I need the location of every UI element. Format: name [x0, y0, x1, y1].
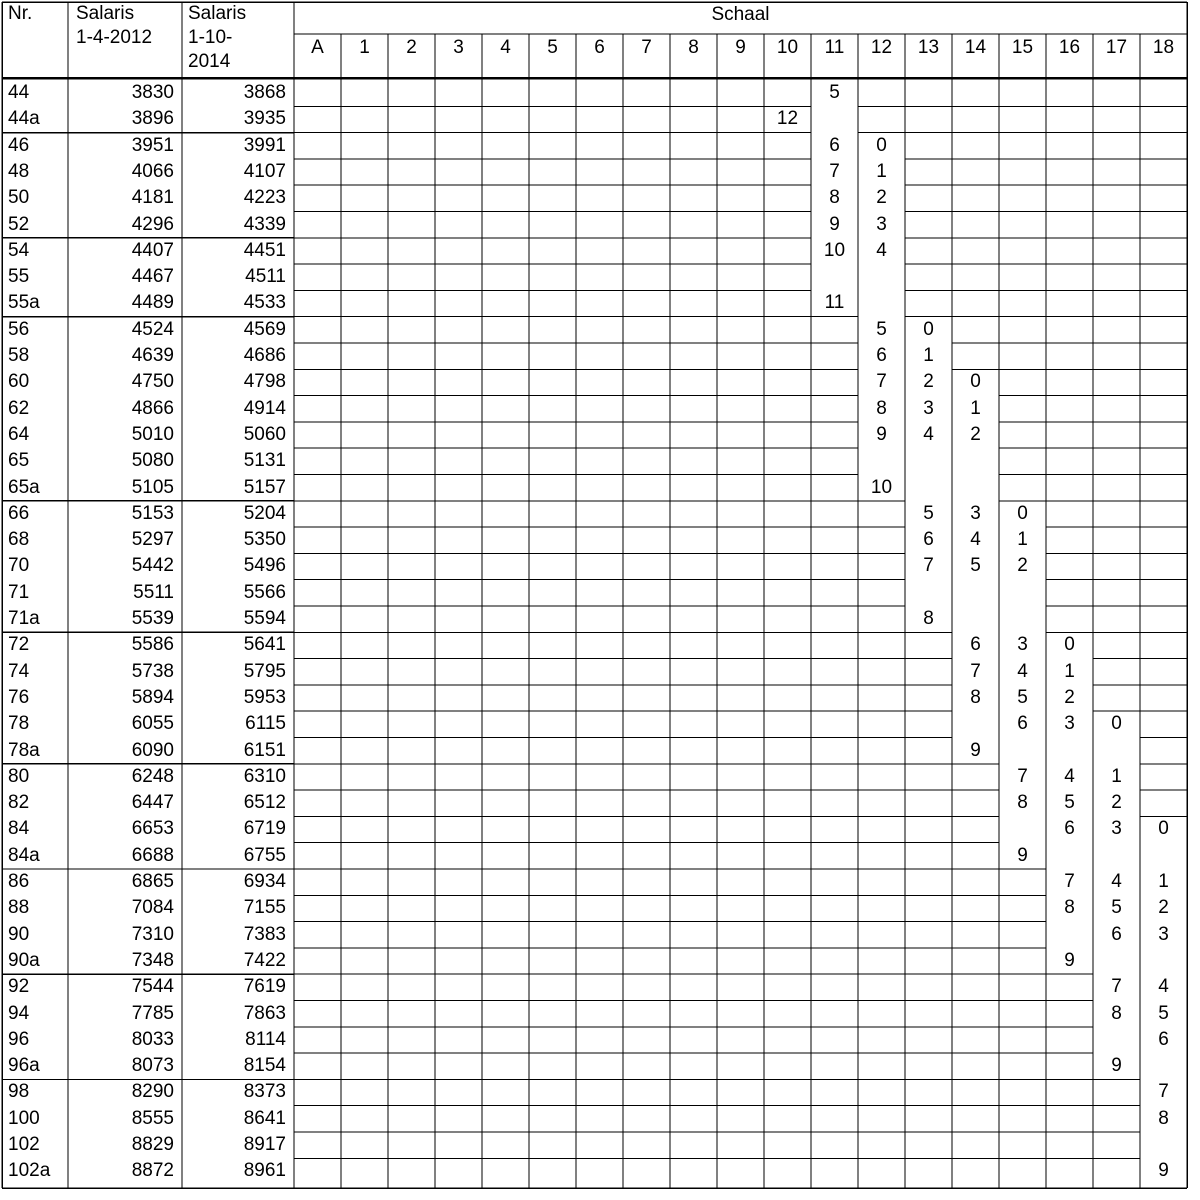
scale-step-value: 2 [1111, 792, 1122, 814]
salary-2012-value: 6865 [131, 871, 174, 892]
salary-2014-value: 6719 [243, 818, 286, 840]
scale-step-value: 1 [923, 345, 934, 366]
salary-2012-value: 4866 [131, 397, 174, 419]
scale-step-value: 9 [876, 423, 887, 445]
salary-2014-value: 8154 [243, 1055, 286, 1077]
scale-step-value: 6 [1017, 713, 1028, 735]
salary-2012-value: 5738 [131, 660, 174, 682]
salary-2012-value: 4524 [131, 318, 174, 340]
row-number: 66 [8, 502, 30, 524]
scale-header-16: 16 [1058, 37, 1081, 58]
scale-step-value: 0 [1017, 502, 1028, 524]
scale-header-14: 14 [964, 37, 987, 58]
scale-step-value: 7 [876, 371, 887, 393]
scale-header-9: 9 [735, 37, 746, 58]
salary-2014-value: 4798 [243, 371, 286, 393]
scale-header-5: 5 [547, 37, 558, 58]
salary-2012-value: 4296 [131, 213, 174, 235]
salary-2012-value: 5010 [131, 423, 174, 445]
row-number: 94 [8, 1002, 30, 1024]
row-number: 60 [8, 371, 30, 393]
scale-step-value: 6 [923, 529, 934, 551]
salary-2014-value: 8641 [243, 1107, 286, 1129]
scale-step-value: 2 [1064, 686, 1075, 708]
salary-2014-value: 3935 [243, 108, 286, 130]
row-number: 74 [8, 660, 30, 682]
scale-step-value: 9 [1111, 1055, 1122, 1077]
scale-step-value: 5 [829, 82, 840, 103]
row-number: 55 [8, 266, 30, 288]
scale-step-value: 4 [1158, 976, 1169, 998]
scale-step-value: 3 [970, 502, 981, 524]
salary-2012-value: 8290 [131, 1081, 174, 1103]
scale-step-value: 2 [1158, 897, 1169, 919]
scale-step-value: 8 [876, 397, 887, 419]
row-number: 82 [8, 792, 30, 814]
salary-2014-value: 6934 [243, 871, 286, 892]
scale-header-18: 18 [1152, 37, 1175, 58]
scale-step-value: 7 [923, 555, 934, 577]
salary-2014-value: 6151 [243, 739, 286, 761]
scale-step-value: 4 [1064, 765, 1075, 787]
salary-2014-value: 7383 [243, 923, 286, 945]
row-number: 84 [8, 818, 30, 840]
row-number: 58 [8, 345, 30, 366]
salary-2012-value: 6688 [131, 844, 174, 866]
nr-header: Nr. [8, 3, 33, 24]
scale-step-value: 2 [923, 371, 934, 393]
salary-2014-value: 4511 [245, 266, 286, 288]
scale-step-value: 3 [923, 397, 934, 419]
salary-2014-value: 5641 [243, 634, 286, 656]
scale-step-value: 8 [970, 686, 981, 708]
salary-2014-value: 5157 [243, 476, 286, 498]
salary-2014-value: 7619 [243, 976, 286, 998]
row-number: 92 [8, 976, 30, 998]
scale-header-4: 4 [500, 37, 511, 58]
salary-2012-value: 7544 [131, 976, 174, 998]
scale-step-value: 11 [824, 292, 845, 314]
scale-step-value: 8 [1158, 1107, 1169, 1129]
scale-step-value: 1 [1111, 765, 1122, 787]
scale-step-value: 10 [823, 239, 846, 261]
scale-header-7: 7 [641, 37, 652, 58]
scale-header-8: 8 [688, 37, 699, 58]
salary-2012-value: 4066 [131, 160, 174, 182]
salary-2014-value: 4569 [243, 318, 286, 340]
scale-step-value: 3 [1064, 713, 1075, 735]
row-number: 98 [8, 1081, 30, 1103]
salary-2014-value: 5350 [243, 529, 286, 551]
salary-2012-value: 8073 [131, 1055, 174, 1077]
scale-step-value: 9 [1017, 844, 1028, 866]
salary-2014-value: 8114 [245, 1028, 286, 1050]
row-number: 62 [8, 397, 30, 419]
scale-step-value: 2 [876, 187, 887, 209]
scale-step-value: 8 [1064, 897, 1075, 919]
row-number: 96a [8, 1055, 40, 1077]
salary-2014-value: 8917 [243, 1134, 286, 1155]
salary-2012-value: 5442 [131, 555, 174, 577]
salary-2012-value: 5511 [133, 581, 174, 603]
scale-step-value: 8 [1017, 792, 1028, 814]
scale-step-value: 6 [970, 634, 981, 656]
scale-step-value: 5 [1017, 686, 1028, 708]
salary-2012-value: 3951 [131, 134, 174, 156]
scale-header-2: 2 [406, 37, 417, 58]
schaal-header: Schaal [711, 4, 770, 25]
salary-2012-value: 6055 [131, 713, 174, 735]
scale-header-17: 17 [1105, 37, 1128, 58]
scale-step-value: 5 [1111, 897, 1122, 919]
scale-header-11: 11 [824, 37, 845, 58]
row-number: 71a [8, 608, 40, 629]
salary-2014-value: 6512 [243, 792, 286, 814]
scale-step-value: 7 [1158, 1081, 1169, 1103]
salary-2014-value: 6115 [245, 713, 286, 735]
salary-2012-header: 1-4-2012 [76, 27, 153, 48]
salary-2012-value: 4489 [131, 292, 174, 314]
row-number: 102 [8, 1134, 40, 1155]
salary-2014-value: 4339 [243, 213, 286, 235]
scale-step-value: 2 [1017, 555, 1028, 577]
scale-step-value: 6 [1111, 923, 1122, 945]
salary-2012-value: 5539 [131, 608, 174, 629]
row-number: 44a [8, 108, 40, 130]
scale-step-value: 4 [923, 423, 934, 445]
scale-step-value: 6 [1158, 1028, 1169, 1050]
row-number: 52 [8, 213, 30, 235]
row-number: 72 [8, 634, 30, 656]
scale-step-value: 9 [970, 739, 981, 761]
scale-step-value: 4 [970, 529, 981, 551]
scale-header-3: 3 [453, 37, 464, 58]
salary-2014-header: 2014 [188, 51, 231, 72]
row-number: 68 [8, 529, 30, 551]
salary-2014-value: 4686 [243, 345, 286, 366]
row-number: 90 [8, 923, 30, 945]
scale-step-value: 3 [876, 213, 887, 235]
row-number: 55a [8, 292, 40, 314]
salary-2012-value: 5080 [131, 450, 174, 472]
salary-2012-value: 8829 [131, 1134, 174, 1155]
salary-2012-value: 4181 [131, 187, 174, 209]
scale-step-value: 5 [923, 502, 934, 524]
salary-2012-value: 6653 [131, 818, 174, 840]
row-number: 78 [8, 713, 30, 735]
salary-2014-value: 7863 [243, 1002, 286, 1024]
salary-2014-value: 5060 [243, 423, 286, 445]
salary-2012-value: 7785 [131, 1002, 174, 1024]
scale-step-value: 7 [1064, 871, 1075, 892]
salary-2012-value: 5105 [131, 476, 174, 498]
salary-2012-value: 5297 [131, 529, 174, 551]
row-number: 96 [8, 1028, 30, 1050]
salary-2014-header: 1-10- [188, 27, 233, 48]
salary-2012-value: 8872 [131, 1160, 174, 1182]
salary-2014-value: 5496 [243, 555, 286, 577]
salary-2012-value: 6090 [131, 739, 174, 761]
salary-2014-value: 4107 [243, 160, 286, 182]
row-number: 50 [8, 187, 30, 209]
row-number: 100 [8, 1107, 40, 1129]
scale-step-value: 1 [1064, 660, 1075, 682]
row-number: 56 [8, 318, 30, 340]
scale-step-value: 4 [1017, 660, 1028, 682]
row-number: 76 [8, 686, 30, 708]
scale-step-value: 4 [1111, 871, 1122, 892]
scale-header-12: 12 [870, 37, 893, 58]
row-number: 48 [8, 160, 30, 182]
scale-step-value: 7 [1017, 765, 1028, 787]
scale-step-value: 7 [1111, 976, 1122, 998]
salary-2014-value: 8961 [243, 1160, 286, 1182]
row-number: 84a [8, 844, 40, 866]
scale-step-value: 5 [876, 318, 887, 340]
salary-2014-value: 6755 [243, 844, 286, 866]
scale-step-value: 5 [1158, 1002, 1169, 1024]
scale-step-value: 0 [1111, 713, 1122, 735]
row-number: 70 [8, 555, 30, 577]
scale-header-13: 13 [917, 37, 940, 58]
salary-2012-value: 8033 [131, 1028, 174, 1050]
scale-step-value: 0 [1158, 818, 1169, 840]
salary-2012-value: 3896 [131, 108, 174, 130]
scale-step-value: 8 [829, 187, 840, 209]
salary-2014-header: Salaris [188, 3, 247, 24]
salary-2014-value: 4533 [243, 292, 286, 314]
row-number: 54 [8, 239, 30, 261]
salary-2012-value: 5586 [131, 634, 174, 656]
scale-step-value: 7 [829, 160, 840, 182]
scale-step-value: 3 [1111, 818, 1122, 840]
scale-step-value: 7 [970, 660, 981, 682]
salary-2012-header: Salaris [76, 3, 135, 24]
salary-2012-value: 4639 [131, 345, 174, 366]
salary-2014-value: 3991 [243, 134, 286, 156]
scale-step-value: 3 [1158, 923, 1169, 945]
salary-2014-value: 5204 [243, 502, 286, 524]
salary-2014-value: 3868 [243, 82, 286, 103]
salary-2014-value: 6310 [243, 765, 286, 787]
scale-header-15: 15 [1011, 37, 1034, 58]
salary-2014-value: 7155 [243, 897, 286, 919]
scale-step-value: 8 [923, 608, 934, 629]
scale-step-value: 10 [870, 476, 893, 498]
row-number: 80 [8, 765, 30, 787]
scale-step-value: 0 [1064, 634, 1075, 656]
salary-2012-value: 7348 [131, 949, 174, 971]
row-number: 88 [8, 897, 30, 919]
salary-2012-value: 8555 [131, 1107, 174, 1129]
scale-header-6: 6 [594, 37, 605, 58]
row-number: 65a [8, 476, 40, 498]
scale-step-value: 0 [923, 318, 934, 340]
salary-2014-value: 8373 [243, 1081, 286, 1103]
scale-step-value: 1 [1017, 529, 1028, 551]
scale-step-value: 2 [970, 423, 981, 445]
row-number: 65 [8, 450, 30, 472]
row-number: 46 [8, 134, 30, 156]
scale-step-value: 6 [829, 134, 840, 156]
salary-2012-value: 5153 [131, 502, 174, 524]
scale-step-value: 3 [1017, 634, 1028, 656]
salary-2012-value: 3830 [131, 82, 174, 103]
salary-2012-value: 7310 [131, 923, 174, 945]
salary-2012-value: 4407 [131, 239, 174, 261]
scale-step-value: 8 [1111, 1002, 1122, 1024]
scale-step-value: 0 [970, 371, 981, 393]
scale-step-value: 9 [829, 213, 840, 235]
salary-2014-value: 5131 [243, 450, 286, 472]
salary-2014-value: 4451 [243, 239, 286, 261]
row-number: 44 [8, 82, 30, 103]
row-number: 102a [8, 1160, 51, 1182]
row-number: 86 [8, 871, 30, 892]
scale-step-value: 6 [876, 345, 887, 366]
salary-2012-value: 7084 [131, 897, 174, 919]
salary-2012-value: 6447 [131, 792, 174, 814]
scale-step-value: 0 [876, 134, 887, 156]
scale-header-1: 1 [359, 37, 370, 58]
row-number: 90a [8, 949, 40, 971]
salary-2012-value: 4750 [131, 371, 174, 393]
salary-2014-value: 4223 [243, 187, 286, 209]
salary-2014-value: 7422 [243, 949, 286, 971]
salary-2014-value: 5594 [243, 608, 286, 629]
scale-step-value: 1 [876, 160, 887, 182]
scale-step-value: 5 [970, 555, 981, 577]
salary-2012-value: 5894 [131, 686, 174, 708]
salary-2012-value: 6248 [131, 765, 174, 787]
scale-step-value: 4 [876, 239, 887, 261]
scale-header-A: A [311, 37, 324, 58]
scale-header-10: 10 [776, 37, 799, 58]
scale-step-value: 12 [776, 108, 799, 130]
row-number: 78a [8, 739, 40, 761]
row-number: 71 [8, 581, 30, 603]
salary-2012-value: 4467 [131, 266, 174, 288]
scale-step-value: 1 [970, 397, 981, 419]
scale-step-value: 5 [1064, 792, 1075, 814]
row-number: 64 [8, 423, 30, 445]
salary-2014-value: 5566 [243, 581, 286, 603]
scale-step-value: 9 [1064, 949, 1075, 971]
salary-2014-value: 4914 [243, 397, 286, 419]
scale-step-value: 1 [1158, 871, 1169, 892]
salary-2014-value: 5795 [243, 660, 286, 682]
scale-step-value: 9 [1158, 1160, 1169, 1182]
salary-2014-value: 5953 [243, 686, 286, 708]
scale-step-value: 6 [1064, 818, 1075, 840]
